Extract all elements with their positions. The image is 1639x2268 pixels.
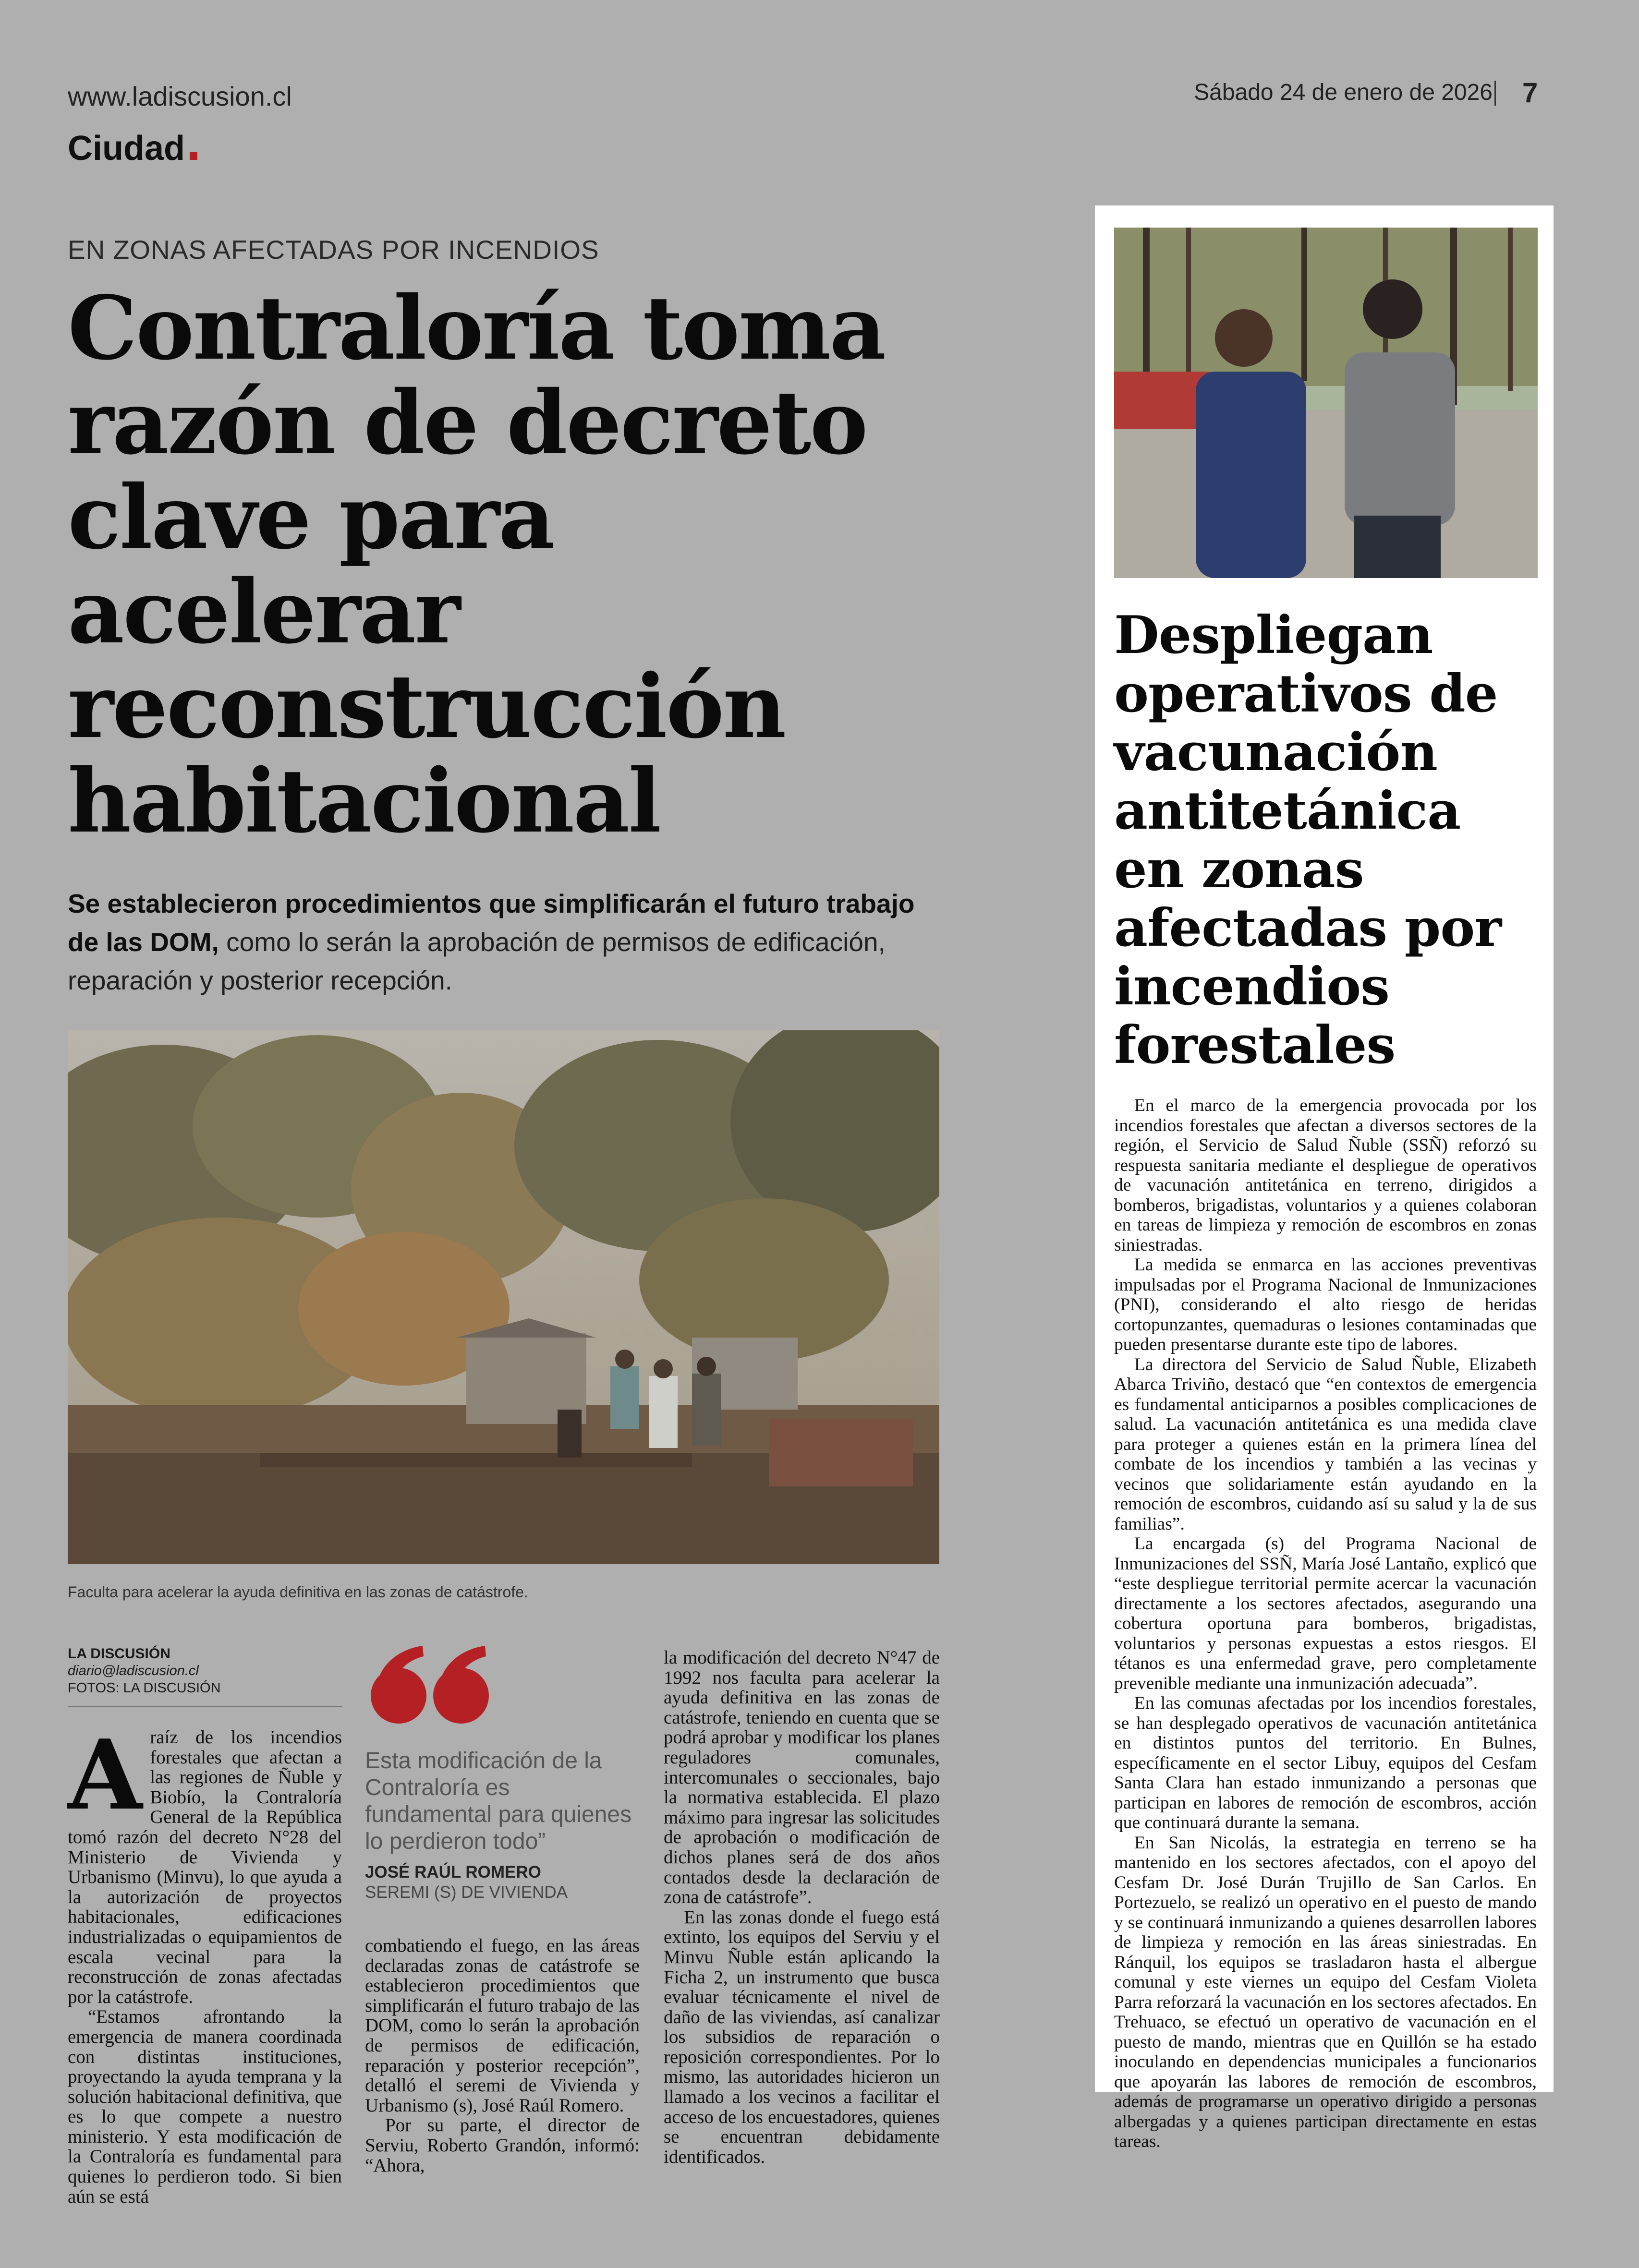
pull-quote-role: SEREMI (S) DE VIVIENDA [365, 1883, 568, 1902]
byline-organization: LA DISCUSIÓN [68, 1646, 170, 1662]
sidebar-body [1114, 1096, 1537, 2152]
byline-email[interactable]: diario@ladiscusion.cl [68, 1663, 199, 1678]
drop-cap: A [68, 1719, 143, 1832]
issue-date: Sábado 24 de enero de 2026 [1194, 80, 1493, 105]
paragraph: La directora del Servicio de Salud Ñuble, Elizabeth Abarca Triviño, destacó que “en contextos de emergencia es fundamental anticiparnos a posibles complicaciones de salud. La vacunación antitetánica es una medida clave para proteger a quienes están en la primera línea del combate de los incendios y también a las vecinas y vecinos que solidariamente están ayudando en la remoción de escombros, cuidando así su salud y la de sus familias”. [1114, 1354, 1537, 1534]
article-column-1 [68, 1719, 342, 2207]
burned-homestead-photo [68, 1030, 939, 1564]
photo-caption: Faculta para acelerar la ayuda definitiva en las zonas de catástrofe. [68, 1583, 528, 1601]
byline-photo-credit: FOTOS: LA DISCUSIÓN [68, 1680, 221, 1696]
paragraph: la modificación del decreto N°47 de 1992 nos faculta para acelerar la ayuda definitiva en las zonas de catástrofe, teniendo en cuenta que se podrá aprobar y modificar los planes reguladores comunales, intercomunales o seccionales, bajo la normativa establecida. El plazo máximo para ingresar las solicitudes de aprobación o modificación de dichos planes será de dos años contados desde la declaración de zona de catástrofe”. [664, 1647, 940, 1908]
paragraph: La medida se enmarca en las acciones preventivas impulsadas por el Programa Nacional de Inmunizaciones (PNI), considerando el alto riesgo de heridas cortopunzantes, quemaduras o lesiones contaminadas que pueden presentarse durante este tipo de labores. [1114, 1255, 1537, 1354]
section-name: Ciudad [68, 129, 185, 168]
vaccination-photo [1114, 228, 1538, 578]
article-kicker: EN ZONAS AFECTADAS POR INCENDIOS [68, 235, 599, 265]
deck-regular: como lo serán la aprobación de permisos de edificación, reparación y posterior recepción. [68, 927, 886, 995]
section-label [68, 129, 197, 168]
pull-quote-text: Esta modificación de la Contraloría es fundamental para quienes lo perdieron todo” [365, 1748, 632, 1854]
paragraph: En San Nicolás, la estrategia en terreno se ha mantenido en los sectores afectados, con el apoyo del Cesfam Dr. José Durán Trujillo de San Carlos. En Portezuelo, se realizó un operativo en el puesto de mando y se continuará inmunizando a quienes desarrollen labores de limpieza y remoción en las áreas siniestradas. En Ránquil, los equipos se trasladaron hasta el albergue comunal y este viernes un equipo del Cesfam Violeta Parra reforzará la vacunación en los sectores afectados. En Trehuaco, se efectuó un operativo de vacunación en el puesto de mando, mientras que en Quillón se ha estado inoculando en dependencias municipales a funcionarios que apoyarán las labores de remoción de escombros, además de programarse un operativo dirigido a personas albergadas y a quienes participan directamente en estas tareas. [1114, 1833, 1537, 2151]
pull-quote-author: JOSÉ RAÚL ROMERO [365, 1863, 541, 1882]
date-divider [1494, 81, 1496, 106]
paragraph: La encargada (s) del Programa Nacional de Inmunizaciones del SSÑ, María José Lantaño, explicó que “este despliegue territorial permite acercar la vacunación directamente a los sectores afectados, asegurando una cobertura oportuna para bomberos, brigadistas, voluntarios y personas expuestas a estos riesgos. El tétanos es una enfermedad grave, pero completamente prevenible mediante una inmunización adecuada”. [1114, 1534, 1537, 1693]
deck-bold: Se establecieron procedimientos que simplificarán el futuro trabajo de las DOM, [68, 889, 915, 957]
quote-mark-icon [365, 1642, 495, 1728]
byline-divider [68, 1706, 342, 1707]
article-column-3 [664, 1648, 940, 2167]
sidebar-headline: Despliegan operativos de vacunación antitetánica en zonas afectadas por incendios forestales [1114, 605, 1502, 1075]
section-dot-icon [190, 152, 197, 160]
site-url[interactable]: www.ladiscusion.cl [68, 81, 292, 111]
paragraph: En el marco de la emergencia provocada por los incendios forestales que afectan a diversos sectores de la región, el Servicio de Salud Ñuble (SSÑ) reforzó su respuesta sanitaria mediante el despliegue de operativos de vacunación antitetánica en terreno, dirigidos a bomberos, brigadistas, voluntarios y a quienes colaboran en tareas de limpieza y remoción de escombros en zonas siniestradas. [1114, 1096, 1537, 1255]
article-headline: Contraloría toma razón de decreto clave para acelerar reconstrucción habitacional [68, 277, 885, 852]
paragraph: raíz de los incendios forestales que afectan a las regiones de Ñuble y Biobío, la Contraloría General de la República tomó razón del decreto N°28 del Ministerio de Vivienda y Urbanismo (Minvu), lo que ayuda a la autorización de proyectos habitacionales, edificaciones industrializadas o equipamientos de escala vecinal para la reconstrucción de zonas afectadas por la catástrofe. [68, 1727, 342, 2007]
article-photo [68, 1030, 939, 1564]
sidebar-photo [1114, 228, 1538, 578]
paragraph: En las zonas donde el fuego está extinto, los equipos del Serviu y el Minvu Ñuble están aplicando la Ficha 2, un instrumento que busca evaluar técnicamente el nivel de daño de las viviendas, así canalizar los subsidios de reparación o reposición correspondientes. Por lo mismo, las autoridades hicieron un llamado a los vecinos a facilitar el acceso de los encuestadores, quienes se encuentran debidamente identificados. [664, 1906, 940, 2167]
paragraph: combatiendo el fuego, en las áreas declaradas zonas de catástrofe se establecieron procedimientos que simplificarán el futuro trabajo de las DOM, como lo serán la aprobación de permisos de edificación, reparación y posterior recepción”, detalló el seremi de Vivienda y Urbanismo (s), José Raúl Romero. [365, 1935, 640, 2116]
paragraph: “Estamos afrontando la emergencia de manera coordinada con distintas instituciones, proyectando la ayuda temprana y la solución habitacional definitiva, que es lo que compete a nuestro ministerio. Y esta modificación de la Contraloría es fundamental para quienes lo perdieron todo. Si bien aún se está [68, 2006, 342, 2207]
paragraph: En las comunas afectadas por los incendios forestales, se han desplegado operativos de vacunación antitetánica en distintos puntos del territorio. En Bulnes, específicamente en el sector Libuy, equipos del Cesfam Santa Clara han estado inmunizando a personas que participan en labores de remoción de escombros, acción que continuará durante la semana. [1114, 1693, 1537, 1833]
article-deck [68, 884, 947, 1000]
page-number: 7 [1522, 77, 1538, 109]
paragraph: Por su parte, el director de Serviu, Roberto Grandón, informó: “Ahora, [365, 2115, 640, 2176]
article-column-2 [365, 1936, 640, 2175]
